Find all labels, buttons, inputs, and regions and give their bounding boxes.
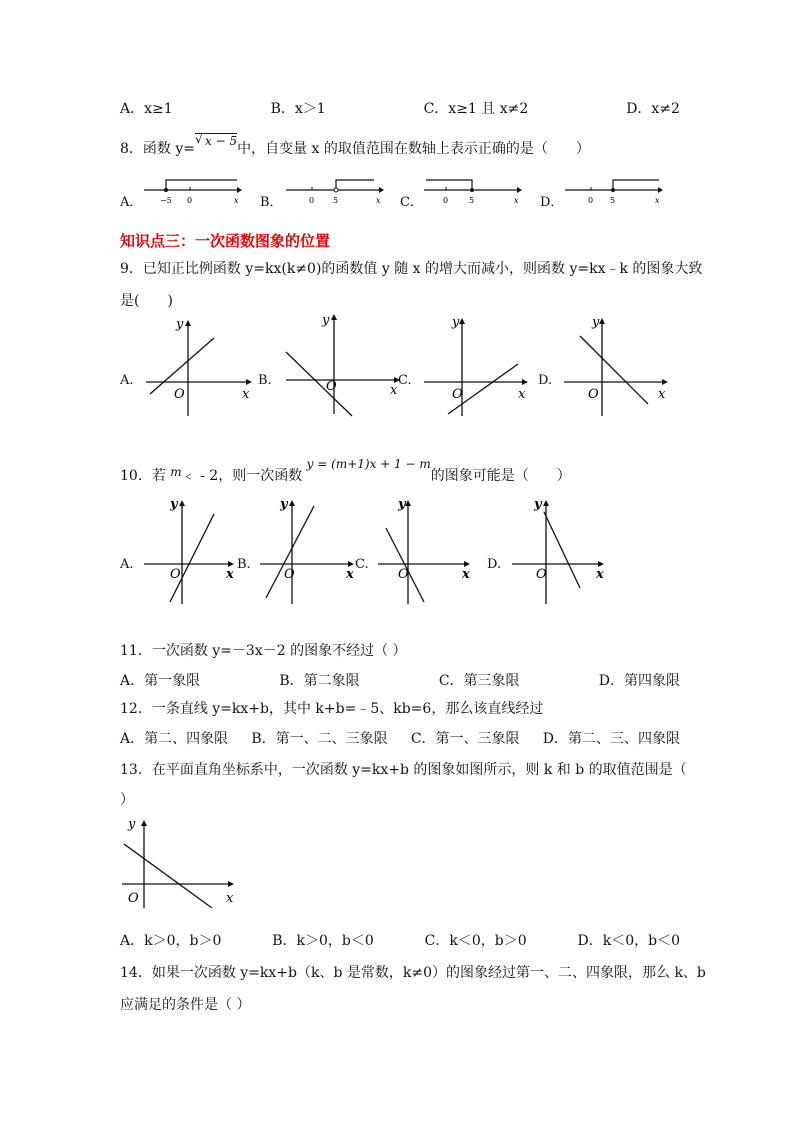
axis-x-label: x (518, 387, 526, 402)
axis-x-label: x (346, 567, 354, 582)
q8-numberline-b (284, 174, 384, 206)
q11-stem: 11．一次函数 y=－3x－2 的图象不经过（ ） (120, 643, 407, 659)
q10-graph-d (506, 494, 610, 606)
sqrt-sign-icon: √ (195, 132, 203, 146)
q13-option-c: C．k＜0，b＞0 (424, 933, 527, 949)
axis-letter: x (655, 196, 660, 205)
axis-y-label: y (534, 497, 542, 512)
axis-y-label: y (128, 817, 136, 832)
q9-stem-line1: 9．已知正比例函数 y=kx(k≠0)的函数值 y 随 x 的增大而减小，则函数 y=kx﹣k 的图象大致 (120, 261, 703, 277)
q8-option-a-label: A． (120, 195, 143, 210)
q11-option-a: A．第一象限 (120, 673, 201, 689)
q9-graph-d (558, 312, 673, 420)
origin-label: O (588, 387, 599, 402)
q10-stem-before: 10．若 (120, 468, 166, 484)
q8-stem-before: 8．函数 y= (120, 141, 195, 157)
q8-option-d-label: D． (540, 195, 564, 210)
q12-stem: 12．一条直线 y=kx+b，其中 k+b=﹣5、kb=6，那么该直线经过 (120, 701, 544, 717)
origin-label: O (174, 387, 185, 402)
axis-y-label: y (322, 313, 330, 328)
q9-option-a-label: A. (120, 373, 134, 388)
origin-label: O (170, 567, 181, 582)
axis-letter: x (376, 196, 381, 205)
q10-graph-c (372, 494, 476, 606)
q10-option-d-label: D. (487, 557, 502, 572)
axis-y-label: y (398, 497, 406, 512)
axis-y-label: y (452, 315, 460, 330)
origin-label: O (398, 567, 409, 582)
tick-label: 5 (610, 196, 616, 205)
q10-stem (120, 457, 571, 485)
axis-y-label: y (280, 497, 288, 512)
tick-label: 0 (588, 196, 594, 205)
q13-graph (118, 812, 243, 910)
q12-option-c: C．第一、三象限 (410, 731, 520, 747)
axis-letter: x (234, 196, 239, 205)
q12-option-a: A．第二、四象限 (120, 731, 229, 747)
q11-option-d: D．第四象限 (598, 673, 680, 689)
q10-option-c-label: C. (355, 557, 369, 572)
axis-x-label: x (242, 387, 250, 402)
axis-y-label: y (592, 315, 600, 330)
tick-label: 0 (187, 196, 193, 205)
q7-option-b: B．x＞1 (270, 101, 326, 117)
tick-label: 0 (309, 196, 315, 205)
q8-numberline-a (142, 174, 242, 206)
q10-option-b-label: B. (237, 557, 251, 572)
axis-x-label: x (390, 383, 398, 398)
q8-stem (120, 132, 590, 158)
q13-option-a: A．k＞0，b＞0 (120, 933, 222, 949)
q9-graph-a (140, 312, 255, 422)
q7-options (120, 98, 680, 118)
q13-options (120, 930, 680, 950)
section-heading: 知识点三：一次函数图象的位置 (120, 232, 331, 250)
q10-graph-b (256, 494, 360, 606)
axis-letter: x (514, 196, 519, 205)
origin-label: O (536, 567, 547, 582)
tick-label: 5 (469, 196, 475, 205)
q8-option-b-label: B． (260, 195, 283, 210)
q8-radical: √ x − 5 (195, 132, 238, 148)
q9-option-d-label: D. (538, 373, 553, 388)
q14-stem-line2: 应满足的条件是（ ） (120, 997, 251, 1013)
q9-graph-c (418, 312, 533, 420)
q9-stem-line2: 是( ) (120, 293, 173, 309)
q12-options (120, 728, 680, 748)
q10-cond-var: m (170, 465, 182, 479)
axis-x-label: x (226, 891, 234, 906)
tick-label: −5 (160, 196, 172, 205)
axis-x-label: x (658, 387, 666, 402)
axis-x-label: x (596, 567, 604, 582)
q9-option-b-label: B. (258, 373, 272, 388)
q10-option-a-label: A. (120, 557, 134, 572)
axis-x-label: x (226, 567, 234, 582)
q7-option-d: D．x≠2 (626, 101, 680, 117)
q11-option-b: B．第二象限 (279, 673, 360, 689)
q7-option-c: C．x≥1 且 x≠2 (423, 101, 529, 117)
q8-stem-after: 中，自变量 x 的取值范围在数轴上表示正确的是（ ） (237, 141, 590, 157)
origin-label: O (128, 891, 139, 906)
origin-label: O (326, 379, 337, 394)
q14-stem-line1: 14．如果一次函数 y=kx+b（k、b 是常数，k≠0）的图象经过第一、二、四象限，那么 k、b (120, 965, 706, 981)
q10-stem-after: 的图象可能是（ ） (430, 468, 571, 484)
axis-y-label: y (170, 497, 178, 512)
q13-option-b: B．k＞0，b＜0 (272, 933, 374, 949)
axis-x-label: x (462, 567, 470, 582)
q12-option-d: D．第二、三、四象限 (542, 731, 680, 747)
axis-y-label: y (176, 317, 184, 332)
q11-options (120, 670, 680, 690)
q13-stem-line2: ） (120, 792, 134, 808)
q7-option-a: A．x≥1 (120, 101, 173, 117)
q10-formula: y = (m+1)x + 1 − m (306, 457, 431, 471)
origin-label: O (284, 567, 295, 582)
q12-option-b: B．第一、二、三象限 (251, 731, 388, 747)
q13-stem-line1: 13．在平面直角坐标系中，一次函数 y=kx+b 的图象如图所示，则 k 和 b 的取值范围是（ (120, 762, 687, 778)
q13-option-d: D．k＜0，b＜0 (577, 933, 680, 949)
q11-option-c: C．第三象限 (438, 673, 520, 689)
q9-graph-b (278, 310, 403, 420)
q8-numberline-c (422, 172, 522, 206)
q10-cond-rel: ﹤ - 2，则一次函数 (181, 468, 303, 484)
tick-label: 0 (443, 196, 449, 205)
q9-option-c-label: C. (398, 373, 412, 388)
origin-label: O (452, 387, 463, 402)
q10-graph-a (140, 494, 240, 606)
q8-numberline-d (563, 174, 663, 206)
q8-option-c-label: C． (400, 195, 423, 210)
tick-label: 5 (333, 196, 339, 205)
